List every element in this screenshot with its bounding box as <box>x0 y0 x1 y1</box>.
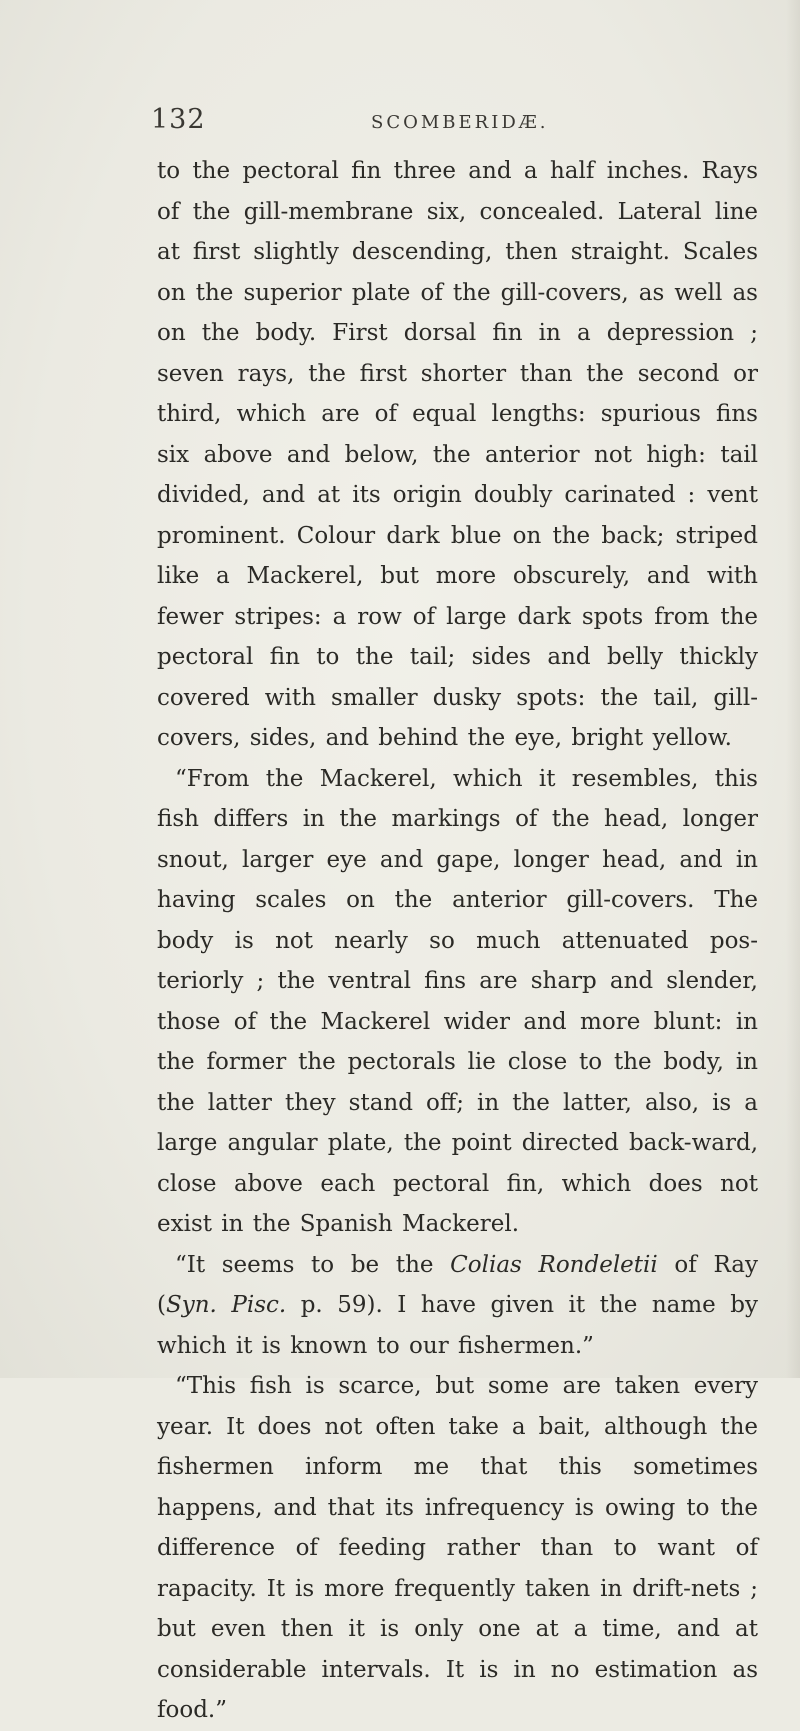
book-title-italic: Syn. Pisc. <box>165 1292 287 1318</box>
running-head: SCOMBERIDÆ. <box>371 112 549 133</box>
paragraph-scarcity: “This fish is scarce, but some are taken every year. It does not often take a bait, although the fishermen inform me that this sometimes happens, and that its infrequency is owing to the difference of feeding rather than to want of rapacity. It is more frequently taken in drift-nets ; but even then it is only one at a time, and at considerable intervals. It is in no estimation as food.” <box>157 1373 758 1723</box>
ray-ref-text-3: p. 59). I have given it the name by which it is known to our fishermen.” <box>157 1292 759 1359</box>
paragraph-ray-reference <box>157 1245 758 1367</box>
paragraph-comparison-with-mackerel: “From the Mackerel, which it resembles, this fish differs in the markings of the head, longer snout, larger eye and gape, longer head, and in having scales on the anterior gill-covers. The body is not nearly so much attenuated pos-teriorly ; the ventral fins are sharp and slender, those of the Mackerel wider and more blunt: in the former the pectorals lie close to the body, in the latter they stand off; in the latter, also, is a large angular plate, the point directed back-ward, close above each pectoral fin, which does not exist in the Spanish Mackerel. <box>157 765 758 1237</box>
page-header <box>151 104 647 144</box>
body-text <box>157 151 758 1731</box>
ray-ref-text-1: “It seems to be the <box>175 1251 451 1278</box>
species-name-italic: Colias Rondeletii <box>450 1251 658 1278</box>
paragraph-species-description: to the pectoral fin three and a half inches. Rays of the gill-membrane six, concealed. Lateral line at first slightly descending, then straight. Scales on the superior plate of the gill-covers, as well as on the body. First dorsal fin in a depression ; seven rays, the first shorter than the second or third, which are of equal lengths: spurious fins six above and below, the anterior not high: tail divided, and at its origin doubly carinated : vent prominent. Colour dark blue on the back; striped like a Mackerel, but more obscurely, and with fewer stripes: a row of large dark spots from the pectoral fin to the tail; sides and belly thickly covered with smaller dusky spots: the tail, gill-covers, sides, and behind the eye, bright yellow. <box>157 158 758 751</box>
page-edge-shadow <box>786 0 800 1378</box>
page-number: 132 <box>151 104 206 135</box>
ray-ref-text-2: of Ray ( <box>157 1251 758 1318</box>
